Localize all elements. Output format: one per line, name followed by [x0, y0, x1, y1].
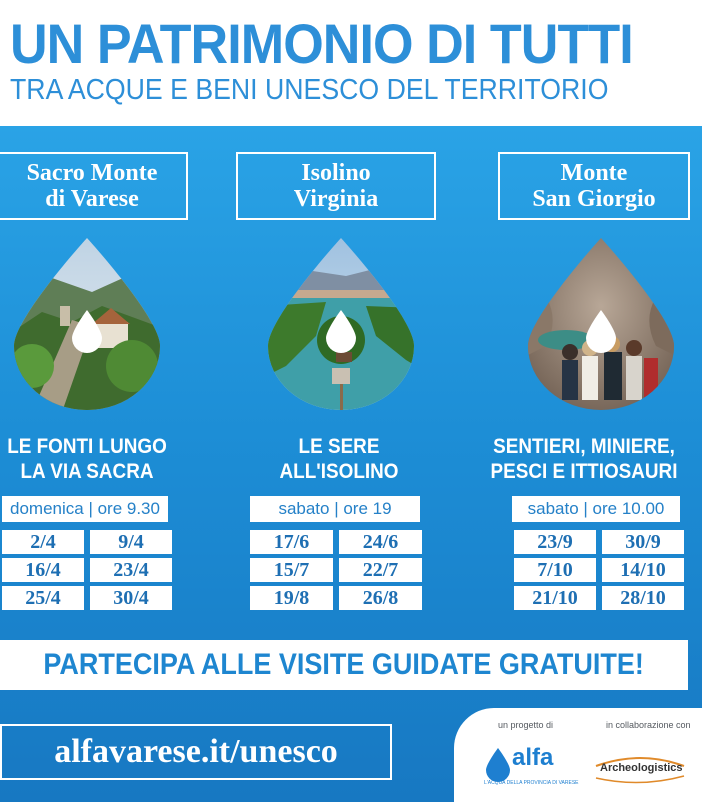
date-cell: 26/8: [339, 586, 422, 610]
date-cell: 7/10: [514, 558, 596, 582]
activity-title-line1: LE FONTI LUNGO: [7, 435, 167, 458]
date-cell: 16/4: [2, 558, 84, 582]
date-cell: 14/10: [602, 558, 684, 582]
activity-title: [474, 434, 694, 484]
page-title: UN PATRIMONIO DI TUTTI: [10, 12, 633, 75]
activity-title: [236, 434, 443, 484]
date-cell: 2/4: [2, 530, 84, 554]
site-name-line2: Virginia: [293, 186, 379, 212]
date-grid: [514, 530, 684, 610]
date-cell: 21/10: [514, 586, 596, 610]
activity-title-line2: ALL'ISOLINO: [279, 460, 399, 483]
mine-visitors-photo: [526, 236, 676, 412]
cta-banner: [0, 640, 688, 690]
date-cell: 22/7: [339, 558, 422, 582]
date-grid: [2, 530, 172, 610]
site-name-line2: San Giorgio: [532, 186, 656, 212]
alfa-name: alfa: [512, 744, 554, 771]
date-cell: 9/4: [90, 530, 172, 554]
date-cell: 30/9: [602, 530, 684, 554]
site-name-box: [236, 152, 436, 220]
archeologistics-name: Archeologistics: [600, 762, 683, 774]
activity-title-line2: LA VIA SACRA: [20, 460, 154, 483]
date-grid: [250, 530, 422, 610]
site-name-line1: Isolino: [301, 160, 371, 186]
site-name-box: [498, 152, 690, 220]
lake-island-photo: [266, 236, 416, 412]
schedule-label: sabato | ore 19: [250, 496, 420, 522]
activity-title-line2: PESCI E ITTIOSAURI: [490, 460, 678, 483]
date-cell: 19/8: [250, 586, 333, 610]
activity-title-line1: LE SERE: [298, 435, 380, 458]
activity-title-line1: SENTIERI, MINIERE,: [493, 435, 675, 458]
date-cell: 23/9: [514, 530, 596, 554]
site-column-monte-san-giorgio: [468, 126, 702, 626]
date-cell: 28/10: [602, 586, 684, 610]
site-name-line1: Sacro Monte: [26, 160, 158, 186]
page-subtitle: TRA ACQUE E BENI UNESCO DEL TERRITORIO: [10, 74, 609, 106]
site-name-box: [0, 152, 188, 220]
date-cell: 17/6: [250, 530, 333, 554]
project-label: un progetto di: [498, 720, 554, 730]
activity-title: [0, 434, 191, 484]
website-link[interactable]: alfavarese.it/unesco: [0, 724, 392, 780]
date-cell: 15/7: [250, 558, 333, 582]
date-cell: 23/4: [90, 558, 172, 582]
date-cell: 30/4: [90, 586, 172, 610]
site-column-sacro-monte: [0, 126, 234, 626]
hillside-chapel-photo: [12, 236, 162, 412]
date-cell: 24/6: [339, 530, 422, 554]
schedule-label: domenica | ore 9.30: [2, 496, 168, 522]
site-column-isolino-virginia: [234, 126, 468, 626]
site-name-line2: di Varese: [45, 186, 139, 212]
partners-box: [454, 708, 702, 802]
collaboration-label: in collaborazione con: [606, 720, 691, 730]
cta-text: PARTECIPA ALLE VISITE GUIDATE GRATUITE!: [43, 648, 645, 681]
main-panel: [0, 126, 702, 802]
alfa-tagline: L'ACQUA DELLA PROVINCIA DI VARESE: [484, 780, 579, 786]
header: [0, 0, 702, 126]
date-cell: 25/4: [2, 586, 84, 610]
schedule-label: sabato | ore 10.00: [512, 496, 680, 522]
site-name-line1: Monte: [560, 160, 628, 186]
